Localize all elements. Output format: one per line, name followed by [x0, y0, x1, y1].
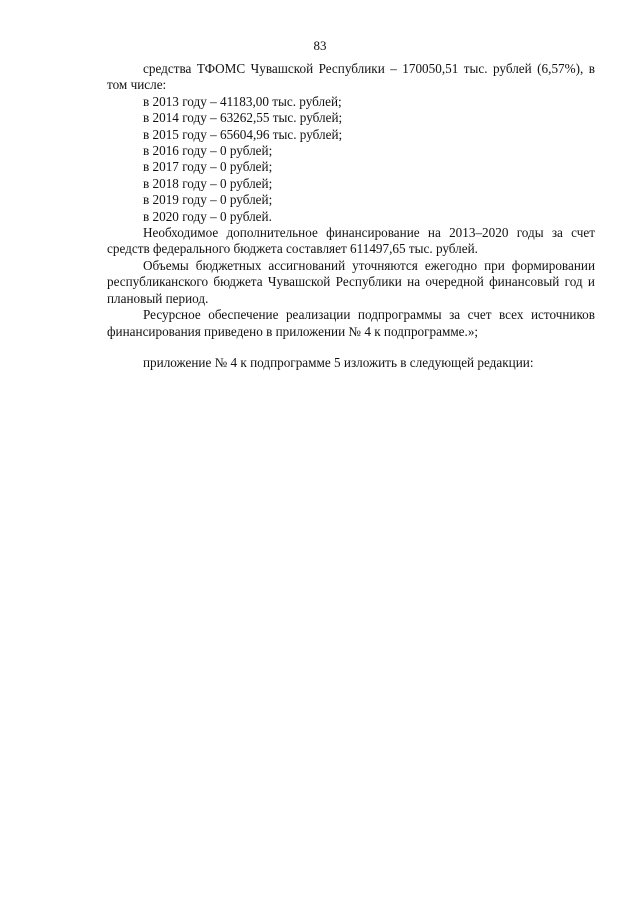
- paragraph-tfoms-funding: средства ТФОМС Чувашской Республики – 170050,51 тыс. рублей (6,57%), в том числе:: [107, 61, 595, 93]
- paragraph-resource-provision: Ресурсное обеспечение реализации подпрограммы за счет всех источников финансирования приведено в приложении № 4 к подпрограмме.»;: [107, 307, 595, 339]
- document-body: [107, 61, 595, 371]
- list-item-2014: в 2014 году – 63262,55 тыс. рублей;: [143, 110, 343, 126]
- paragraph-spacer: [107, 340, 595, 355]
- list-item-2013: в 2013 году – 41183,00 тыс. рублей;: [143, 93, 342, 109]
- list-item-2020: в 2020 году – 0 рублей.: [143, 208, 272, 224]
- list-item-2018: в 2018 году – 0 рублей;: [143, 175, 273, 191]
- list-item-2019: в 2019 году – 0 рублей;: [143, 192, 273, 208]
- list-item-2016: в 2016 году – 0 рублей;: [143, 143, 273, 159]
- list-item-2017: в 2017 году – 0 рублей;: [143, 159, 273, 175]
- page-number: 83: [313, 38, 327, 53]
- paragraph-budget-allocations: Объемы бюджетных ассигнований уточняются ежегодно при формировании республиканского бюджета Чувашской Республики на очередной финансовый год и плановый период.: [107, 257, 595, 306]
- paragraph-additional-funding: Необходимое дополнительное финансирование на 2013–2020 годы за счет средств федерального бюджета составляет 611497,65 тыс. рублей.: [107, 225, 595, 257]
- list-item-2015: в 2015 году – 65604,96 тыс. рублей;: [143, 126, 343, 142]
- paragraph-appendix-instruction: приложение № 4 к подпрограмме 5 изложить в следующей редакции:: [143, 354, 534, 370]
